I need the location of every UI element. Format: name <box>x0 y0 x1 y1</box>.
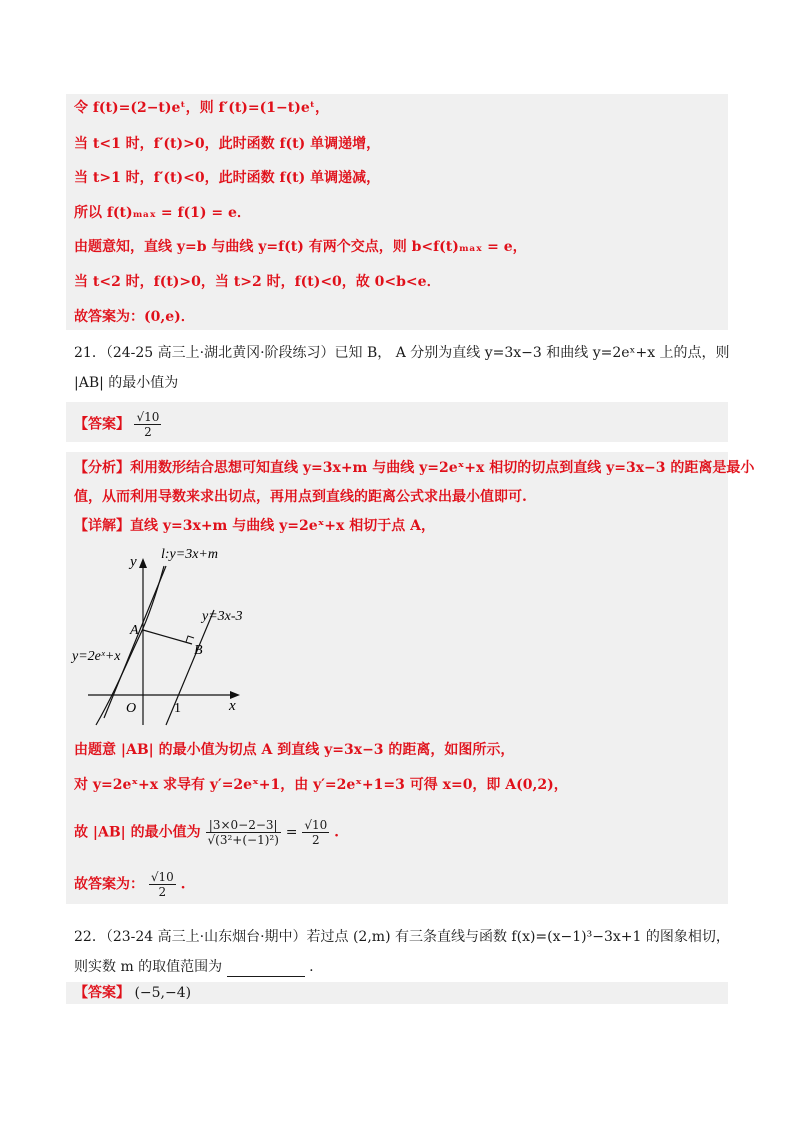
q21-solution-line-1: 由题意 |AB| 的最小值为切点 A 到直线 y=3x−3 的距离，如图所示， <box>74 742 515 758</box>
axis-x-label: x <box>229 698 236 714</box>
prev-solution-line-1: 令 f(t)=(2−t)eᵗ，则 f′(t)=(1−t)eᵗ， <box>74 100 329 116</box>
q22-answer-value: (−5,−4) <box>134 985 192 1001</box>
q21-final-numerator: √10 <box>150 870 174 884</box>
q21-result-numerator: √10 <box>304 818 328 832</box>
prev-solution-line-3: 当 t>1 时，f′(t)<0，此时函数 f(t) 单调递减， <box>74 170 381 186</box>
q21-final-fraction <box>149 870 176 899</box>
q22-stem-line-2 <box>74 957 314 977</box>
line-label: y=3x-3 <box>202 609 243 624</box>
q21-equals-sign: = <box>285 824 298 841</box>
q21-detail: 【详解】直线 y=3x+m 与曲线 y=2eˣ+x 相切于点 A， <box>74 518 435 534</box>
q21-distance-fraction <box>206 818 281 847</box>
q21-analysis-line-2: 值，从而利用导数来求出切点，再用点到直线的距离公式求出最小值即可. <box>74 489 527 505</box>
q21-stem-line-2: |AB| 的最小值为 <box>74 375 179 391</box>
prev-solution-line-5: 由题意知，直线 y=b 与曲线 y=f(t) 有两个交点，则 b<f(t)ₘₐₓ = e， <box>74 239 527 255</box>
q21-solution-period: . <box>334 824 340 841</box>
q21-answer-numerator: √10 <box>136 410 160 424</box>
q21-answer <box>74 410 161 439</box>
q21-final-answer <box>74 870 186 899</box>
tick-one-label: 1 <box>174 701 181 716</box>
q21-answer-fraction <box>134 410 161 439</box>
curve-label: y=2eˣ+x <box>72 649 121 664</box>
prev-solution-answer: 故答案为：(0,e)． <box>74 309 195 325</box>
point-b-label: B <box>194 643 203 658</box>
point-a-label: A <box>130 623 139 638</box>
q21-answer-box <box>66 402 728 442</box>
q22-stem-period: . <box>309 959 314 975</box>
q21-min-label: 故 |AB| 的最小值为 <box>74 824 201 841</box>
tangent-label: l:y=3x+m <box>161 547 218 562</box>
q21-stem-line-1: 21．（24-25 高三上·湖北黄冈·阶段练习）已知 B， A 分别为直线 y=3x−3 和曲线 y=2eˣ+x 上的点，则 <box>74 345 730 361</box>
q21-final-label: 故答案为： <box>74 876 144 893</box>
prev-solution-line-2: 当 t<1 时，f′(t)>0，此时函数 f(t) 单调递增， <box>74 136 381 152</box>
q21-final-denominator: 2 <box>158 885 167 899</box>
q21-answer-label: 【答案】 <box>74 416 130 433</box>
q21-result-fraction <box>302 818 329 847</box>
q21-final-period: . <box>180 876 186 893</box>
q22-stem-line-1: 22．（23-24 高三上·山东烟台·期中）若过点 (2,m) 有三条直线与函数 f(x)=(x−1)³−3x+1 的图象相切， <box>74 929 730 945</box>
axis-y-label: y <box>130 554 137 570</box>
prev-solution-line-6: 当 t<2 时，f(t)>0，当 t>2 时，f(t)<0，故 0<b<e． <box>74 274 441 290</box>
q21-analysis-line-1: 【分析】利用数形结合思想可知直线 y=3x+m 与曲线 y=2eˣ+x 相切的切点到直线 y=3x−3 的距离是最小 <box>74 460 755 476</box>
q21-solution-line-3 <box>74 818 339 847</box>
q21-answer-denominator: 2 <box>144 425 152 439</box>
q21-distance-denominator: √(3²+(−1)²) <box>207 833 279 847</box>
q22-answer-blank <box>227 962 305 977</box>
q22-answer-label: 【答案】 <box>74 985 130 1001</box>
q22-answer <box>74 983 191 1003</box>
q22-stem-text: 则实数 m 的取值范围为 <box>74 959 223 975</box>
q21-solution-line-2: 对 y=2eˣ+x 求导有 y′=2eˣ+1，由 y′=2eˣ+1=3 可得 x=0，即 A(0,2)， <box>74 777 568 793</box>
prev-solution-line-4: 所以 f(t)ₘₐₓ = f(1) = e． <box>74 205 251 221</box>
origin-label: O <box>126 701 137 716</box>
q21-result-denominator: 2 <box>312 833 320 847</box>
q21-figure <box>66 540 256 730</box>
q21-distance-numerator: |3×0−2−3| <box>206 818 281 833</box>
